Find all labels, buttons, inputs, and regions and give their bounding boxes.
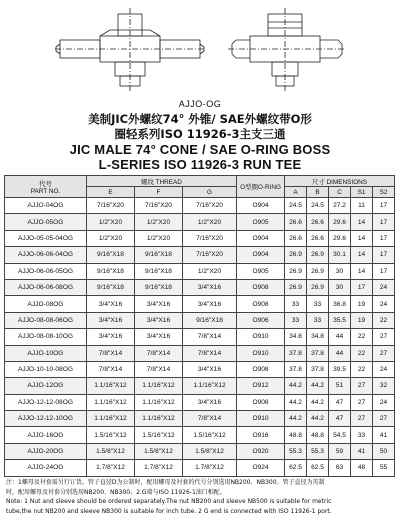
column-header-f: F [135, 187, 183, 198]
thread-e-cell: 7/8"X14 [87, 361, 135, 377]
table-row [5, 443, 395, 459]
dim-s1-cell: 14 [351, 230, 373, 246]
model-code: AJJO-OG [178, 99, 222, 109]
dim-c-cell: 29.6 [329, 230, 351, 246]
table-row [5, 329, 395, 345]
dim-s2-cell: 17 [373, 214, 395, 230]
thread-g-cell: 1.1/16"X12 [183, 378, 237, 394]
dim-s2-cell: 24 [373, 279, 395, 295]
dim-b-cell: 44.2 [307, 378, 329, 394]
dim-s2-cell: 17 [373, 230, 395, 246]
thread-g-cell: 9/16"X18 [183, 312, 237, 328]
thread-g-cell: 3/4"X16 [183, 296, 237, 312]
dim-a-cell: 62.5 [285, 460, 307, 476]
thread-f-cell: 1.1/16"X12 [135, 394, 183, 410]
dim-a-cell: 34.8 [285, 329, 307, 345]
thread-f-cell: 3/4"X16 [135, 312, 183, 328]
column-header-b: B [307, 187, 329, 198]
column-header-e: E [87, 187, 135, 198]
thread-f-cell: 7/8"X14 [135, 361, 183, 377]
oring-cell: O912 [237, 378, 285, 394]
thread-e-cell: 1.1/16"X12 [87, 394, 135, 410]
oring-cell: O906 [237, 312, 285, 328]
part-number-cell: AJJO-20OG [5, 443, 87, 459]
dim-a-cell: 33 [285, 312, 307, 328]
table-row [5, 394, 395, 410]
thread-e-cell: 7/16"X20 [87, 198, 135, 214]
dim-b-cell: 37.8 [307, 345, 329, 361]
part-number-cell: AJJO-08-08-10OG [5, 329, 87, 345]
table-row [5, 247, 395, 263]
dim-s1-cell: 41 [351, 443, 373, 459]
title-english-line1: JIC MALE 74° CONE / SAE O-RING BOSS [69, 142, 331, 157]
dimensions-header: 尺寸 DIMENSIONS [285, 176, 395, 187]
thread-e-cell: 7/8"X14 [87, 345, 135, 361]
thread-e-cell: 9/16"X18 [87, 247, 135, 263]
note-line-3: Note: 1 Nut and sleeve should be ordered separately.The nut NB200 and sleeve NB500 is suitable for metric [6, 498, 332, 505]
note-line-2: 时，配用螺母及衬套分别选用NB200、NB300。2.G端与ISO 11926-1油口相配。 [6, 488, 226, 496]
thread-e-cell: 1.5/16"X12 [87, 427, 135, 443]
note-line-1: 注：1螺母及衬套需另行订货。管子直径D为公制时，配用螺母及衬套的代号分别选用NB200、NB300。管子直径为英制 [6, 479, 325, 486]
dim-s1-cell: 14 [351, 247, 373, 263]
dim-s1-cell: 33 [351, 427, 373, 443]
oring-cell: O905 [237, 263, 285, 279]
dim-c-cell: 39.5 [329, 361, 351, 377]
dim-s2-cell: 22 [373, 312, 395, 328]
oring-cell: O908 [237, 296, 285, 312]
thread-f-cell: 1.7/8"X12 [135, 460, 183, 476]
dim-c-cell: 54.5 [329, 427, 351, 443]
dim-s1-cell: 27 [351, 378, 373, 394]
oring-cell: O908 [237, 361, 285, 377]
dim-s2-cell: 50 [373, 443, 395, 459]
thread-g-cell: 1.5/16"X12 [183, 427, 237, 443]
thread-f-cell: 1.5/16"X12 [135, 427, 183, 443]
dim-b-cell: 37.8 [307, 361, 329, 377]
part-number-cell: AJJO-08OG [5, 296, 87, 312]
dim-s1-cell: 14 [351, 263, 373, 279]
dim-s2-cell: 27 [373, 345, 395, 361]
dim-a-cell: 37.8 [285, 361, 307, 377]
part-number-cell: AJJO-06-06-05OG [5, 263, 87, 279]
title-english-line2: L-SERIES ISO 11926-3 RUN TEE [98, 157, 302, 172]
dim-b-cell: 33 [307, 296, 329, 312]
oring-cell: O904 [237, 198, 285, 214]
dim-c-cell: 30 [329, 279, 351, 295]
thread-g-cell: 7/8"X14 [183, 345, 237, 361]
thread-e-cell: 1/2"X20 [87, 230, 135, 246]
thread-f-cell: 1.5/8"X12 [135, 443, 183, 459]
dim-a-cell: 33 [285, 296, 307, 312]
thread-e-cell: 9/16"X18 [87, 263, 135, 279]
fitting-drawing [0, 0, 400, 98]
thread-g-cell: 1.7/8"X12 [183, 460, 237, 476]
thread-f-cell: 7/8"X14 [135, 345, 183, 361]
thread-g-cell: 7/8"X14 [183, 411, 237, 427]
column-header-a: A [285, 187, 307, 198]
dim-s1-cell: 19 [351, 296, 373, 312]
dim-c-cell: 30 [329, 263, 351, 279]
dim-b-cell: 44.2 [307, 394, 329, 410]
dim-b-cell: 26.9 [307, 263, 329, 279]
dim-c-cell: 44 [329, 329, 351, 345]
thread-g-cell: 3/4"X16 [183, 361, 237, 377]
thread-f-cell: 3/4"X16 [135, 296, 183, 312]
part-number-cell: AJJO-08-08-06OG [5, 312, 87, 328]
part-number-cell: AJJO-06-06-04OG [5, 247, 87, 263]
dim-s2-cell: 17 [373, 263, 395, 279]
thread-g-cell: 3/4"X16 [183, 394, 237, 410]
dim-a-cell: 26.9 [285, 263, 307, 279]
dim-b-cell: 26.9 [307, 279, 329, 295]
dim-b-cell: 44.2 [307, 411, 329, 427]
thread-e-cell: 9/16"X18 [87, 279, 135, 295]
dim-b-cell: 26.9 [307, 247, 329, 263]
dim-s2-cell: 17 [373, 247, 395, 263]
part-number-cell: AJJO-10OG [5, 345, 87, 361]
dim-c-cell: 47 [329, 411, 351, 427]
part-number-cell: AJJO-16OG [5, 427, 87, 443]
dim-b-cell: 34.8 [307, 329, 329, 345]
table-row [5, 411, 395, 427]
dim-c-cell: 30.1 [329, 247, 351, 263]
oring-cell: O920 [237, 443, 285, 459]
dim-b-cell: 33 [307, 312, 329, 328]
dim-s2-cell: 32 [373, 378, 395, 394]
dim-a-cell: 55.3 [285, 443, 307, 459]
dim-a-cell: 44.2 [285, 394, 307, 410]
oring-cell: O910 [237, 345, 285, 361]
dim-a-cell: 24.5 [285, 198, 307, 214]
table-row [5, 361, 395, 377]
dim-s2-cell: 17 [373, 198, 395, 214]
dim-a-cell: 26.9 [285, 247, 307, 263]
part-number-cell: AJJO-12-12-10OG [5, 411, 87, 427]
oring-cell: O908 [237, 394, 285, 410]
dim-c-cell: 63 [329, 460, 351, 476]
dim-b-cell: 26.6 [307, 214, 329, 230]
dim-s2-cell: 24 [373, 296, 395, 312]
thread-g-cell: 3/4"X16 [183, 279, 237, 295]
dim-c-cell: 35.5 [329, 312, 351, 328]
thread-g-cell: 7/8"X14 [183, 329, 237, 345]
code-label: 代号 [39, 180, 52, 188]
oring-header: O型圈O-RING [237, 176, 285, 198]
dim-s1-cell: 19 [351, 312, 373, 328]
thread-e-cell: 1/2"X20 [87, 214, 135, 230]
dim-s1-cell: 22 [351, 329, 373, 345]
dim-a-cell: 48.8 [285, 427, 307, 443]
dim-s1-cell: 11 [351, 198, 373, 214]
oring-cell: O924 [237, 460, 285, 476]
part-number-cell: AJJO-12OG [5, 378, 87, 394]
table-row [5, 230, 395, 246]
dim-s1-cell: 48 [351, 460, 373, 476]
dim-c-cell: 51 [329, 378, 351, 394]
dim-a-cell: 26.9 [285, 279, 307, 295]
column-header-s1: S1 [351, 187, 373, 198]
thread-f-cell: 9/16"X18 [135, 247, 183, 263]
thread-f-cell: 1/2"X20 [135, 230, 183, 246]
dim-s2-cell: 41 [373, 427, 395, 443]
table-row [5, 378, 395, 394]
oring-cell: O910 [237, 411, 285, 427]
note-line-4: tube,the nut NB200 and sleeve NB300 is suitable for inch tube. 2 G end is connected with ISO 11926-1 port. [6, 507, 332, 515]
part-number-cell: AJJO-24OG [5, 460, 87, 476]
dim-a-cell: 44.2 [285, 411, 307, 427]
dim-s1-cell: 27 [351, 411, 373, 427]
side-view-drawing [55, 8, 205, 92]
part-number-cell: AJJO-12-12-08OG [5, 394, 87, 410]
part-number-cell: AJJO-04OG [5, 198, 87, 214]
table-row [5, 460, 395, 476]
dim-s2-cell: 24 [373, 394, 395, 410]
dim-a-cell: 26.6 [285, 230, 307, 246]
thread-g-cell: 1.5/8"X12 [183, 443, 237, 459]
dim-b-cell: 26.6 [307, 230, 329, 246]
dim-c-cell: 29.6 [329, 214, 351, 230]
dim-s2-cell: 27 [373, 411, 395, 427]
thread-e-cell: 1.1/16"X12 [87, 378, 135, 394]
dim-c-cell: 59 [329, 443, 351, 459]
part-number-cell: AJJO-05OG [5, 214, 87, 230]
thread-e-cell: 1.1/16"X12 [87, 411, 135, 427]
thread-f-cell: 1/2"X20 [135, 214, 183, 230]
table-row [5, 263, 395, 279]
title-chinese-line1: 美制JIC外螺纹74° 外锥/ SAE外螺纹带O形 [88, 112, 312, 126]
part-number-cell: AJJO-10-10-08OG [5, 361, 87, 377]
oring-cell: O905 [237, 214, 285, 230]
dim-b-cell: 62.5 [307, 460, 329, 476]
thread-e-cell: 1.7/8"X12 [87, 460, 135, 476]
part-no-label: PART NO. [30, 187, 61, 195]
oring-cell: O910 [237, 329, 285, 345]
dim-a-cell: 44.2 [285, 378, 307, 394]
table-row [5, 296, 395, 312]
thread-f-cell: 7/16"X20 [135, 198, 183, 214]
column-header-g: G [183, 187, 237, 198]
table-row [5, 312, 395, 328]
dim-s1-cell: 17 [351, 279, 373, 295]
table-row [5, 345, 395, 361]
notes-block [6, 478, 394, 516]
oring-cell: O904 [237, 247, 285, 263]
dim-s2-cell: 55 [373, 460, 395, 476]
table-row [5, 427, 395, 443]
dim-c-cell: 36.8 [329, 296, 351, 312]
thread-e-cell: 3/4"X16 [87, 312, 135, 328]
thread-header: 螺纹 THREAD [87, 176, 237, 187]
oring-cell: O908 [237, 279, 285, 295]
dim-b-cell: 24.5 [307, 198, 329, 214]
oring-cell: O916 [237, 427, 285, 443]
column-header-c: C [329, 187, 351, 198]
thread-e-cell: 3/4"X16 [87, 329, 135, 345]
dim-s1-cell: 27 [351, 394, 373, 410]
thread-f-cell: 9/16"X18 [135, 279, 183, 295]
thread-e-cell: 1.5/8"X12 [87, 443, 135, 459]
dim-s2-cell: 27 [373, 329, 395, 345]
column-header-s2: S2 [373, 187, 395, 198]
thread-g-cell: 1/2"X20 [183, 214, 237, 230]
thread-g-cell: 7/16"X20 [183, 230, 237, 246]
dim-a-cell: 37.8 [285, 345, 307, 361]
end-view-drawing [228, 8, 346, 92]
thread-g-cell: 1/2"X20 [183, 263, 237, 279]
dim-s1-cell: 14 [351, 214, 373, 230]
dim-s2-cell: 24 [373, 361, 395, 377]
part-number-cell: AJJO-05-05-04OG [5, 230, 87, 246]
table-row [5, 279, 395, 295]
part-number-header [5, 176, 87, 198]
table-row [5, 214, 395, 230]
dim-c-cell: 44 [329, 345, 351, 361]
specification-table [4, 175, 395, 477]
dim-a-cell: 26.6 [285, 214, 307, 230]
thread-f-cell: 1.1/16"X12 [135, 378, 183, 394]
table-row [5, 198, 395, 214]
thread-g-cell: 7/16"X20 [183, 247, 237, 263]
oring-cell: O904 [237, 230, 285, 246]
thread-e-cell: 3/4"X16 [87, 296, 135, 312]
thread-f-cell: 9/16"X18 [135, 263, 183, 279]
thread-f-cell: 3/4"X16 [135, 329, 183, 345]
product-title-block [0, 112, 400, 172]
dim-b-cell: 55.3 [307, 443, 329, 459]
part-number-cell: AJJO-06-06-08OG [5, 279, 87, 295]
dim-c-cell: 27.2 [329, 198, 351, 214]
dim-c-cell: 47 [329, 394, 351, 410]
dim-b-cell: 48.8 [307, 427, 329, 443]
dim-s1-cell: 22 [351, 361, 373, 377]
title-chinese-line2: 圈轻系列ISO 11926-3主支三通 [114, 127, 286, 141]
thread-g-cell: 7/16"X20 [183, 198, 237, 214]
dim-s1-cell: 22 [351, 345, 373, 361]
thread-f-cell: 1.1/16"X12 [135, 411, 183, 427]
